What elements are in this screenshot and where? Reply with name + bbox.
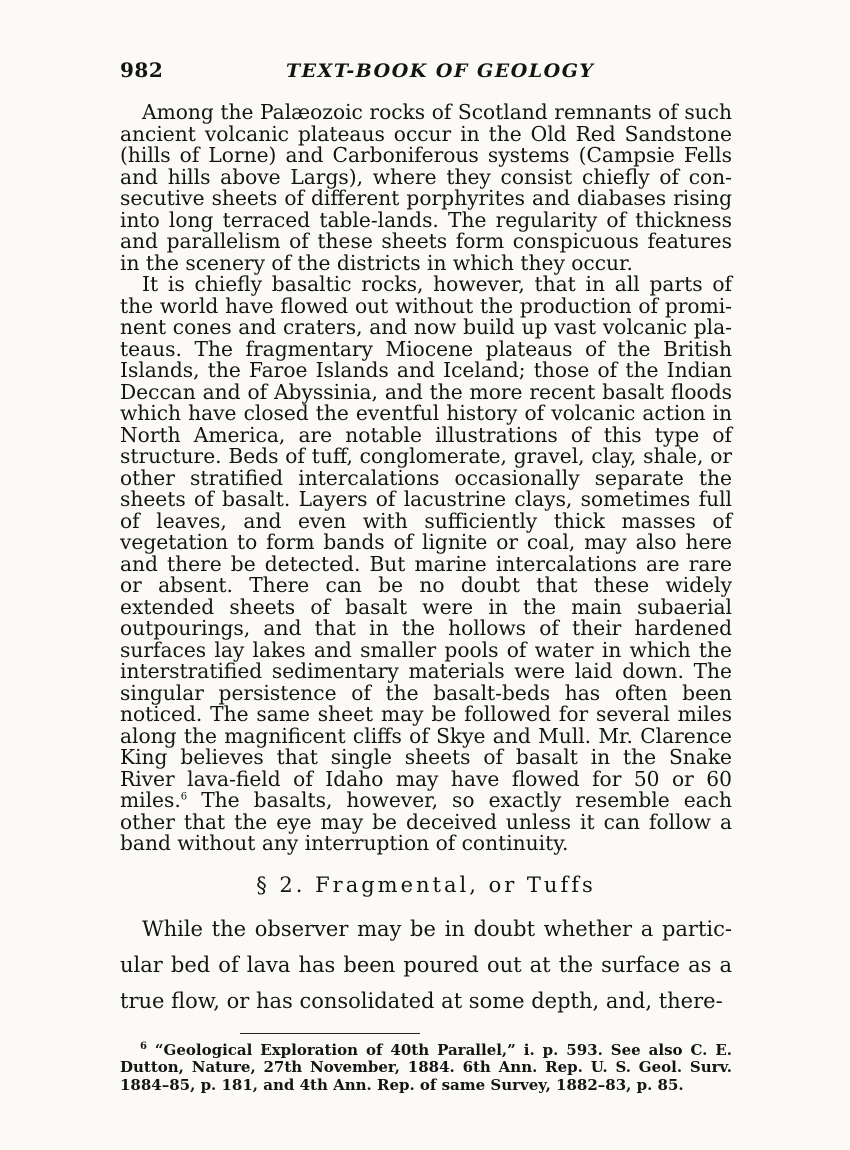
- page-number: 982: [120, 58, 164, 82]
- footnote-divider: [240, 1033, 420, 1034]
- footnote-text: “Geological Exploration of 40th Parallel,” i. p. 593. See also C. E. Dutton, Nature, 27th November, 1884. 6th Ann. Rep. U. S. Geol. Surv. 1884–85, p. 181, and 4th Ann. Rep. of same Survey, 1882–83, p. 85.: [120, 1040, 732, 1094]
- section-lead-paragraph: While the observer may be in doubt whether a particular bed of lava has been poured out at the surface as a true flow, or has consolidated at some depth, and, there-: [120, 916, 732, 1013]
- paragraph-basaltic-plateaus: [120, 274, 732, 855]
- body-text: [120, 102, 732, 855]
- paragraph-palaeozoic-plateaus: Among the Palæozoic rocks of Scotland remnants of such ancient volcanic plateaus occur in the Old Red Sandstone (hills of Lorne) and Carboniferous systems (Campsie Fells and hills above Largs), where they consist chiefly of consecutive sheets of different porphyrites and diabases rising into long terraced table-lands. The regularity of thickness and parallelism of these sheets form conspicuous features in the scenery of the districts in which they occur.: [120, 100, 732, 275]
- paragraph-text-continued: The basalts, however, so exactly resemble each other that the eye may be deceived unless it can follow a band without any interruption of continuity.: [120, 788, 732, 855]
- footnote-marker: 6: [140, 1040, 147, 1052]
- running-head: [120, 58, 732, 88]
- footnote-reference: 6: [180, 791, 188, 803]
- running-title: TEXT-BOOK OF GEOLOGY: [286, 60, 595, 82]
- footnote: [120, 1042, 732, 1095]
- paragraph-text: It is chiefly basaltic rocks, however, that in all parts of the world have flowed out without the production of prominent cones and craters, and now build up vast volcanic plateaus. The fragmentary Miocene plateaus of the British Islands, the Faroe Islands and Iceland; those of the Indian Deccan and of Abyssinia, and the more recent basalt floods which have closed the eventful history of volcanic action in North America, are notable illustrations of this type of structure. Beds of tuff, conglomerate, gravel, clay, shale, or other stratified intercalations occasionally separate the sheets of basalt. Layers of lacustrine clays, sometimes full of leaves, and even with sufficiently thick masses of vegetation to form bands of lignite or coal, may also here and there be detected. But marine intercalations are rare or absent. There can be no doubt that these widely extended sheets of basalt were in the main subaerial outpourings, and that in the hollows of their hardened surfaces lay lakes and smaller pools of water in which the interstratified sedimentary materials were laid down. The singular persistence of the basalt-beds has often been noticed. The same sheet may be followed for several miles along the magnificent cliffs of Skye and Mull. Mr. Clarence King believes that single sheets of basalt in the Snake River lava-field of Idaho may have flowed for 50 or 60 miles.: [120, 272, 732, 812]
- section-heading: § 2. Fragmental, or Tuffs: [256, 872, 596, 897]
